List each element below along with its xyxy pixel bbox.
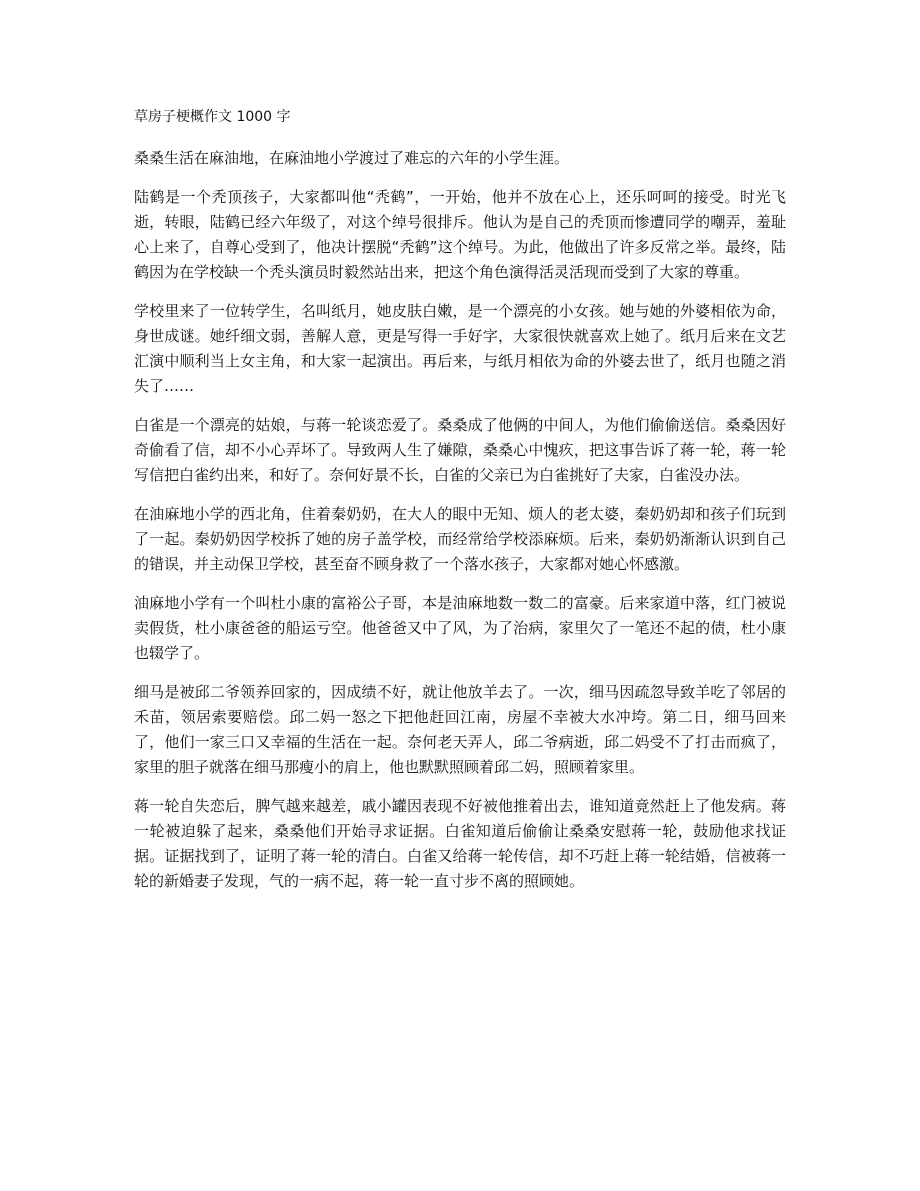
paragraph-lu-he: 陆鹤是一个秃顶孩子，大家都叫他“秃鹤”，一开始，他并不放在心上，还乐呵呵的接受。时光飞逝，转眼，陆鹤已经六年级了，对这个绰号很排斥。他认为是自己的秃顶而惨遭同学的嘲弄，羞耻心上来了，自尊心受到了，他决计摆脱“秃鹤”这个绰号。为此，他做出了许多反常之举。最终，陆鹤因为在学校缺一个秃头演员时毅然站出来，把这个角色演得活灵活现而受到了大家的尊重。 [134, 188, 786, 281]
paragraph-intro: 桑桑生活在麻油地，在麻油地小学渡过了难忘的六年的小学生涯。 [134, 149, 570, 167]
document-title: 草房子梗概作文 1000 字 [134, 109, 291, 125]
document-page [134, 106, 786, 908]
paragraph-du-xiaokang: 油麻地小学有一个叫杜小康的富裕公子哥，本是油麻地数一数二的富豪。后来家道中落，红门被说卖假货，杜小康爸爸的船运亏空。他爸爸又中了风，为了治病，家里欠了一笔还不起的债，杜小康也辍学了。 [134, 594, 786, 662]
paragraph-xi-ma: 细马是被邱二爷领养回家的，因成绩不好，就让他放羊去了。一次，细马因疏忽导致羊吃了邻居的禾苗，领居索要赔偿。邱二妈一怒之下把他赶回江南，房屋不幸被大水冲垮。第二日，细马回来了，他们一家三口又幸福的生活在一起。奈何老天弄人，邱二爷病逝，邱二妈受不了打击而疯了，家里的胆子就落在细马那瘦小的肩上，他也默默照顾着邱二妈，照顾着家里。 [134, 683, 786, 776]
paragraph-qin-nainai: 在油麻地小学的西北角，住着秦奶奶，在大人的眼中无知、烦人的老太婆，秦奶奶却和孩子们玩到了一起。秦奶奶因学校拆了她的房子盖学校，而经常给学校添麻烦。后来，秦奶奶渐渐认识到自己的错误，并主动保卫学校，甚至奋不顾身救了一个落水孩子，大家都对她心怀感激。 [134, 505, 786, 573]
paragraph-bai-que: 白雀是一个漂亮的姑娘，与蒋一轮谈恋爱了。桑桑成了他俩的中间人，为他们偷偷送信。桑桑因好奇偷看了信，却不小心弄坏了。导致两人生了嫌隙，桑桑心中愧疚，把这事告诉了蒋一轮，蒋一轮写信把白雀约出来，和好了。奈何好景不长，白雀的父亲已为白雀挑好了夫家，白雀没办法。 [134, 416, 786, 484]
paragraph-jiang-yilun: 蒋一轮自失恋后，脾气越来越差，戚小罐因表现不好被他推着出去，谁知道竟然赶上了他发病。蒋一轮被迫躲了起来，桑桑他们开始寻求证据。白雀知道后偷偷让桑桑安慰蒋一轮，鼓励他求找证据。证据找到了，证明了蒋一轮的清白。白雀又给蒋一轮传信，却不巧赶上蒋一轮结婚，信被蒋一轮的新婚妻子发现，气的一病不起，蒋一轮一直寸步不离的照顾她。 [134, 797, 786, 890]
paragraph-zhi-yue: 学校里来了一位转学生，名叫纸月，她皮肤白嫩，是一个漂亮的小女孩。她与她的外婆相依为命，身世成谜。她纤细文弱，善解人意，更是写得一手好字，大家很快就喜欢上她了。纸月后来在文艺汇演中顺利当上女主角，和大家一起演出。再后来，与纸月相依为命的外婆去世了，纸月也随之消失了…… [134, 302, 786, 395]
